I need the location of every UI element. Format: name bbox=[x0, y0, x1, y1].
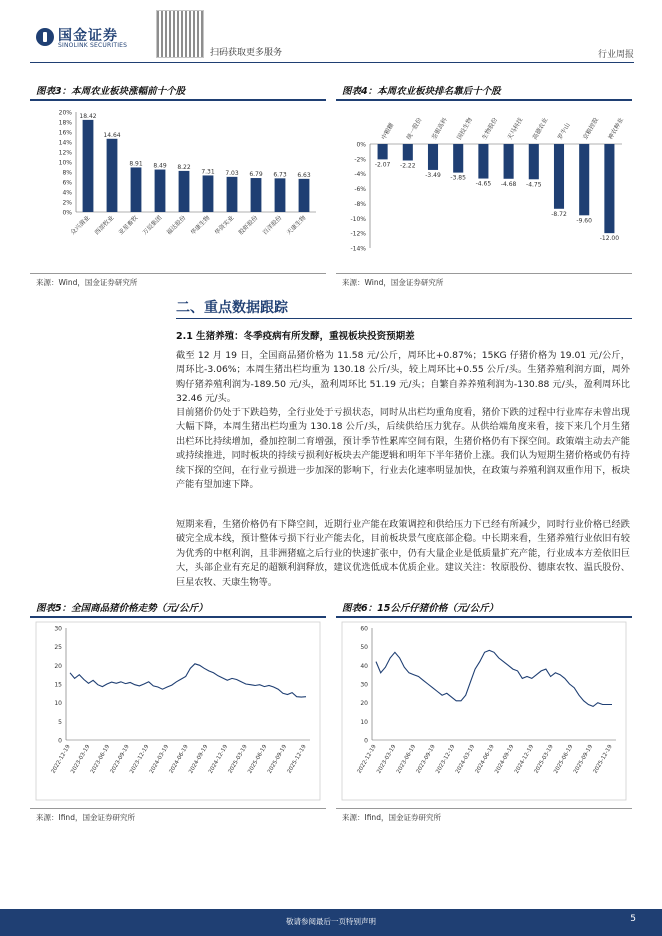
y-tick-label: 6% bbox=[62, 179, 72, 187]
x-tick-label: 中粮糖 bbox=[380, 121, 396, 141]
x-tick-label: 荃银高科 bbox=[430, 116, 449, 141]
paragraph: 目前猪价仍处于下跌趋势，全行业处于亏损状态，同时从出栏均重角度看，猪价下跌的过程中行业库存未曾出现大幅下降，本周生猪出栏均重为 130.18 公斤/头，后续供给压力犹存。从供给端角度来看，接下来几个月生猪出栏环比持续增加，叠加控制二育增强，预计季节性累库空间有限，生猪价格仍有下探空间。政策端主动去产能或持续推进，同时板块的持续亏损利好板块去产能逻辑和明年下半年猪价上涨。我们认为短期生猪价格或仍有持续下探的空间，在行业亏损进一步加深的影响下，行业去化速率明显加快，在政策与养殖利润双重作用下，板块产能有望加速下降。 bbox=[176, 407, 630, 491]
bar bbox=[227, 177, 238, 212]
y-tick-label: 25 bbox=[54, 644, 62, 652]
x-tick-label: 2024-03-19 bbox=[454, 744, 477, 775]
y-tick-label: 12% bbox=[58, 149, 72, 157]
y-tick-label: 2% bbox=[62, 199, 72, 207]
fig6-source-divider bbox=[336, 808, 632, 809]
bar bbox=[529, 144, 539, 179]
fig4-source: 来源：Wind，国金证券研究所 bbox=[342, 278, 444, 287]
x-tick-label: 神农种业 bbox=[607, 116, 626, 141]
y-tick-label: -10% bbox=[350, 215, 366, 223]
data-label: -3.85 bbox=[450, 174, 466, 182]
data-label: -8.72 bbox=[551, 210, 567, 218]
x-tick-label: 天马科技 bbox=[506, 116, 525, 141]
y-tick-label: 4% bbox=[62, 189, 72, 197]
y-tick-label: 40 bbox=[360, 662, 368, 670]
fig6-source: 来源：Ifind，国金证券研究所 bbox=[342, 813, 441, 822]
y-tick-label: -4% bbox=[354, 171, 366, 179]
x-tick-label: 百洋股份 bbox=[261, 214, 284, 237]
x-tick-label: 2025-12-19 bbox=[592, 744, 614, 775]
x-tick-label: 2025-03-19 bbox=[227, 744, 249, 775]
data-label: 8.49 bbox=[153, 162, 167, 170]
data-label: 8.22 bbox=[177, 163, 191, 171]
bar bbox=[131, 167, 142, 212]
bar bbox=[428, 144, 438, 170]
fig6-chart bbox=[336, 618, 632, 804]
fig3-source-divider bbox=[30, 273, 326, 274]
x-tick-label: 2023-12-19 bbox=[435, 744, 457, 775]
fig4-chart bbox=[336, 102, 632, 272]
x-tick-label: 2025-03-19 bbox=[533, 744, 555, 775]
bar bbox=[107, 139, 118, 212]
x-tick-label: 西部牧业 bbox=[93, 214, 116, 237]
y-tick-label: -8% bbox=[354, 200, 366, 208]
x-tick-label: 众兴菌业 bbox=[69, 214, 92, 237]
x-tick-label: 京粮控股 bbox=[581, 116, 600, 141]
x-tick-label: 统一股份 bbox=[405, 116, 424, 141]
fig5-source-divider bbox=[30, 808, 326, 809]
data-label: 18.42 bbox=[79, 112, 97, 120]
fig4-source-divider bbox=[336, 273, 632, 274]
x-tick-label: 福达股份 bbox=[165, 214, 188, 237]
y-tick-label: -6% bbox=[354, 186, 366, 194]
x-tick-label: 2023-06-19 bbox=[395, 744, 418, 775]
chart-frame bbox=[342, 622, 626, 800]
x-tick-label: 2022-12-19 bbox=[50, 744, 72, 775]
qr-code-icon[interactable] bbox=[156, 10, 204, 58]
x-tick-label: 亚星畜牧 bbox=[117, 214, 140, 237]
y-tick-label: 20% bbox=[58, 109, 72, 117]
x-tick-label: 股虾股份 bbox=[237, 214, 260, 237]
y-tick-label: 16% bbox=[58, 129, 72, 137]
bar bbox=[179, 171, 190, 212]
x-tick-label: 2025-06-19 bbox=[553, 744, 575, 775]
y-tick-label: 0 bbox=[364, 737, 368, 745]
y-tick-label: 10% bbox=[58, 159, 72, 167]
bar bbox=[604, 144, 614, 233]
x-tick-label: 2025-06-19 bbox=[247, 744, 269, 775]
paragraph: 截至 12 月 19 日，全国商品猪价格为 11.58 元/公斤，周环比+0.87%；15KG 仔猪价格为 19.01 元/公斤，周环比-3.06%；本周生猪出栏均重为 130.18 公斤/头，较上周环比+0.55 公斤/头。生猪养殖利润方面，周外购仔猪养殖利润为-189.50 元/头，盈利周环比 51.19 元/头；自繁自养养殖利润为-130.88 元/头，盈利周环比 32.46 元/头。 bbox=[176, 350, 630, 405]
y-tick-label: -12% bbox=[350, 230, 366, 238]
data-label: 7.31 bbox=[201, 168, 215, 176]
bar bbox=[203, 175, 214, 212]
x-tick-label: 2024-09-19 bbox=[188, 744, 210, 775]
bar bbox=[275, 178, 286, 212]
y-tick-label: 50 bbox=[360, 644, 368, 652]
header-divider bbox=[30, 62, 634, 63]
bar bbox=[453, 144, 463, 173]
y-tick-label: -14% bbox=[350, 245, 366, 253]
bar bbox=[403, 144, 413, 160]
y-tick-label: 5 bbox=[58, 718, 62, 726]
y-tick-label: 0% bbox=[356, 141, 366, 149]
x-tick-label: 万辰集团 bbox=[141, 214, 164, 237]
data-label: 7.03 bbox=[225, 169, 239, 177]
x-tick-label: 2024-12-19 bbox=[207, 744, 230, 775]
bar bbox=[299, 179, 310, 212]
series-line bbox=[70, 664, 306, 697]
bar bbox=[504, 144, 514, 179]
data-label: -12.00 bbox=[599, 235, 620, 243]
y-tick-label: 30 bbox=[360, 681, 368, 689]
brand-logo-icon bbox=[36, 28, 54, 46]
y-tick-label: 30 bbox=[54, 625, 62, 633]
x-tick-label: 2025-09-19 bbox=[266, 744, 289, 775]
y-tick-label: 15 bbox=[54, 681, 62, 689]
x-tick-label: 2023-09-19 bbox=[109, 744, 131, 775]
data-label: 14.64 bbox=[103, 131, 121, 139]
bar bbox=[378, 144, 388, 159]
y-tick-label: 8% bbox=[62, 169, 72, 177]
x-tick-label: 2023-03-19 bbox=[70, 744, 92, 775]
x-tick-label: 2024-06-19 bbox=[168, 744, 190, 775]
data-label: -9.60 bbox=[576, 217, 592, 225]
y-tick-label: 20 bbox=[360, 700, 368, 708]
qr-label: 扫码获取更多服务 bbox=[210, 48, 283, 58]
fig5-chart bbox=[30, 618, 326, 804]
bar bbox=[478, 144, 488, 179]
footer-disclaimer[interactable]: 敬请参阅最后一页特别声明 bbox=[286, 917, 376, 926]
data-label: 6.63 bbox=[297, 171, 311, 179]
data-label: -2.07 bbox=[374, 161, 391, 169]
x-tick-label: 高德农业 bbox=[531, 116, 550, 141]
data-label: -4.68 bbox=[500, 180, 517, 188]
section-subtitle: 2.1 生猪养殖：冬季疫病有所发酵，重视板块投资预期差 bbox=[176, 331, 415, 342]
y-tick-label: 10 bbox=[360, 718, 368, 726]
bar bbox=[251, 178, 262, 212]
x-tick-label: 2025-12-19 bbox=[286, 744, 308, 775]
series-line bbox=[376, 650, 612, 706]
x-tick-label: 2022-12-19 bbox=[356, 744, 378, 775]
fig5-caption: 图表5：全国商品猪价格走势（元/公斤） bbox=[36, 603, 208, 614]
x-tick-label: 2024-03-19 bbox=[148, 744, 171, 775]
x-tick-label: 2024-12-19 bbox=[513, 744, 536, 775]
paragraph: 短期来看，生猪价格仍有下降空间，近期行业产能在政策调控和供给压力下已经有所减少，同时行业价格已经跌破完全成本线，预计整体亏损下行业产能去化，目前板块景气度底部企稳。中长期来看，生猪养殖行业依旧有较为优秀的中枢利润，且非洲猪瘟之后行业的快速扩张中，仍有大量企业是低质量扩充产能，行业成本方差依旧巨大，头部企业有充足的超额利润释放，建议优选低成本优质企业。建议关注：牧原股份、德康农牧、温氏股份、巨星农牧、天康生物等。 bbox=[176, 519, 630, 588]
y-tick-label: 0 bbox=[58, 737, 62, 745]
x-tick-label: 2024-06-19 bbox=[474, 744, 496, 775]
bar bbox=[83, 120, 94, 212]
x-tick-label: 2023-06-19 bbox=[89, 744, 112, 775]
fig5-source: 来源：Ifind，国金证券研究所 bbox=[36, 813, 135, 822]
x-tick-label: 2024-09-19 bbox=[494, 744, 516, 775]
data-label: -4.75 bbox=[526, 181, 542, 189]
fig3-caption: 图表3：本周农业板块涨幅前十个股 bbox=[36, 86, 186, 97]
data-label: 6.79 bbox=[249, 171, 263, 179]
chart-frame bbox=[36, 622, 320, 800]
x-tick-label: 生物股份 bbox=[481, 116, 500, 141]
x-tick-label: 2025-09-19 bbox=[572, 744, 595, 775]
y-tick-label: 20 bbox=[54, 662, 62, 670]
bar bbox=[554, 144, 564, 209]
data-label: -2.22 bbox=[400, 162, 416, 170]
x-tick-label: 华资实业 bbox=[213, 214, 236, 237]
y-tick-label: 0% bbox=[62, 209, 72, 217]
section-divider bbox=[176, 318, 632, 319]
fig3-source: 来源：Wind，国金证券研究所 bbox=[36, 278, 138, 287]
x-tick-label: 2023-09-19 bbox=[415, 744, 437, 775]
page-number: 5 bbox=[630, 914, 636, 924]
y-tick-label: 18% bbox=[58, 119, 72, 127]
data-label: 8.91 bbox=[129, 160, 143, 168]
x-tick-label: 国投生物 bbox=[455, 116, 474, 141]
y-tick-label: 60 bbox=[360, 625, 368, 633]
data-label: 6.73 bbox=[273, 171, 287, 179]
x-tick-label: 华康生物 bbox=[189, 214, 212, 237]
y-tick-label: -2% bbox=[354, 156, 366, 164]
data-label: -4.65 bbox=[475, 180, 492, 188]
bar bbox=[579, 144, 589, 215]
brand-name-en: SINOLINK SECURITIES bbox=[58, 42, 128, 49]
fig4-caption: 图表4：本周农业板块排名靠后十个股 bbox=[342, 86, 501, 97]
fig3-chart bbox=[30, 102, 326, 272]
y-tick-label: 10 bbox=[54, 700, 62, 708]
fig6-caption: 图表6：15公斤仔猪价格（元/公斤） bbox=[342, 603, 499, 614]
data-label: -3.49 bbox=[425, 171, 441, 179]
x-tick-label: 天康生物 bbox=[285, 214, 308, 237]
fig3-divider bbox=[30, 99, 326, 101]
x-tick-label: 2023-03-19 bbox=[376, 744, 398, 775]
bar bbox=[155, 170, 166, 212]
report-type: 行业周报 bbox=[597, 50, 634, 60]
x-tick-label: 罗牛山 bbox=[556, 121, 572, 141]
brand-name: 国金证券 bbox=[58, 28, 118, 44]
x-tick-label: 2023-12-19 bbox=[129, 744, 151, 775]
section-title: 二、重点数据跟踪 bbox=[176, 300, 288, 316]
fig4-divider bbox=[336, 99, 632, 101]
y-tick-label: 14% bbox=[58, 139, 72, 147]
